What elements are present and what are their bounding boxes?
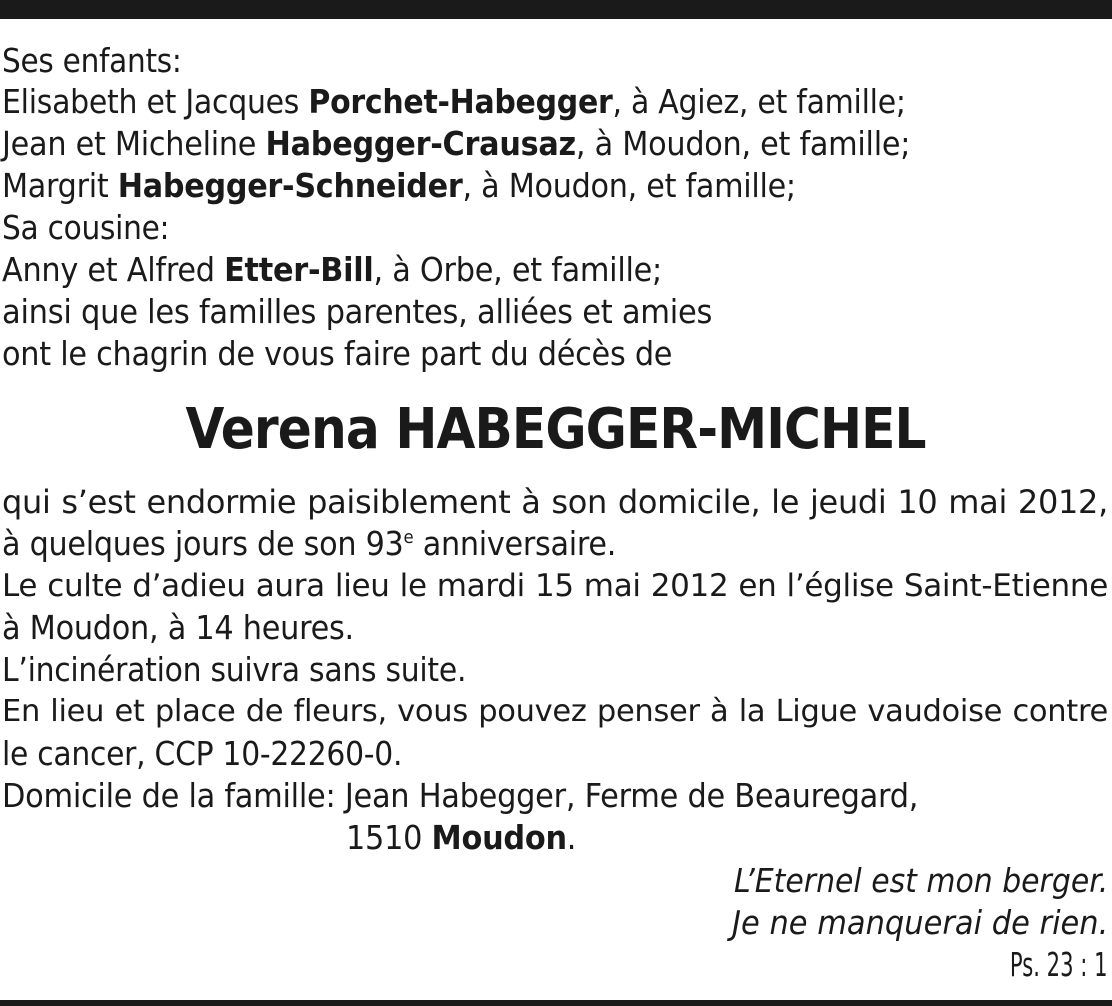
deceased-name: Verena HABEGGER-MICHEL bbox=[185, 397, 927, 462]
bottom-rule bbox=[0, 1000, 1112, 1006]
detail-line-7: le cancer, CCP 10-22260-0. bbox=[2, 734, 403, 773]
detail-line-3: Le culte d’adieu aura lieu le mardi 15 mai 2012 en l’église Saint-Etienne bbox=[2, 568, 1108, 604]
detail-line-5: L’incinération suivra sans suite. bbox=[2, 650, 467, 689]
relatives-line: ainsi que les familles parentes, alliées et amies bbox=[2, 292, 713, 331]
verse-reference: Ps. 23 : 1 bbox=[1010, 945, 1108, 984]
cousin-line: Anny et Alfred Etter-Bill, à Orbe, et famille; bbox=[2, 250, 662, 289]
family-name: Habegger-Schneider bbox=[117, 166, 463, 205]
child-line-porchet: Elisabeth et Jacques Porchet-Habegger, à Agiez, et famille; bbox=[2, 82, 906, 121]
detail-line-6: En lieu et place de fleurs, vous pouvez penser à la Ligue vaudoise contre bbox=[2, 694, 1108, 729]
detail-line-8: Domicile de la famille: Jean Habegger, Ferme de Beauregard, bbox=[2, 776, 919, 815]
child-line-schneider: Margrit Habegger-Schneider, à Moudon, et famille; bbox=[2, 166, 796, 205]
top-rule bbox=[0, 0, 1112, 19]
detail-line-4: à Moudon, à 14 heures. bbox=[2, 608, 354, 647]
address-line: 1510 Moudon. bbox=[346, 818, 577, 857]
announcement-line: ont le chagrin de vous faire part du décès de bbox=[2, 334, 673, 373]
detail-line-1: qui s’est endormie paisiblement à son domicile, le jeudi 10 mai 2012, bbox=[2, 483, 1108, 521]
child-line-crausaz: Jean et Micheline Habegger-Crausaz, à Moudon, et famille; bbox=[2, 124, 911, 163]
family-name: Porchet-Habegger bbox=[308, 82, 613, 121]
ordinal-suffix: e bbox=[403, 527, 414, 548]
verse-line-2: Je ne manquerai de rien. bbox=[731, 903, 1108, 942]
cousin-heading: Sa cousine: bbox=[2, 208, 170, 247]
verse-line-1: L’Eternel est mon berger. bbox=[733, 861, 1108, 900]
children-heading: Ses enfants: bbox=[2, 41, 182, 80]
detail-line-2: à quelques jours de son 93e anniversaire. bbox=[2, 524, 617, 563]
city-name: Moudon bbox=[431, 818, 567, 857]
family-name: Etter-Bill bbox=[224, 250, 374, 289]
family-name: Habegger-Crausaz bbox=[265, 124, 576, 163]
